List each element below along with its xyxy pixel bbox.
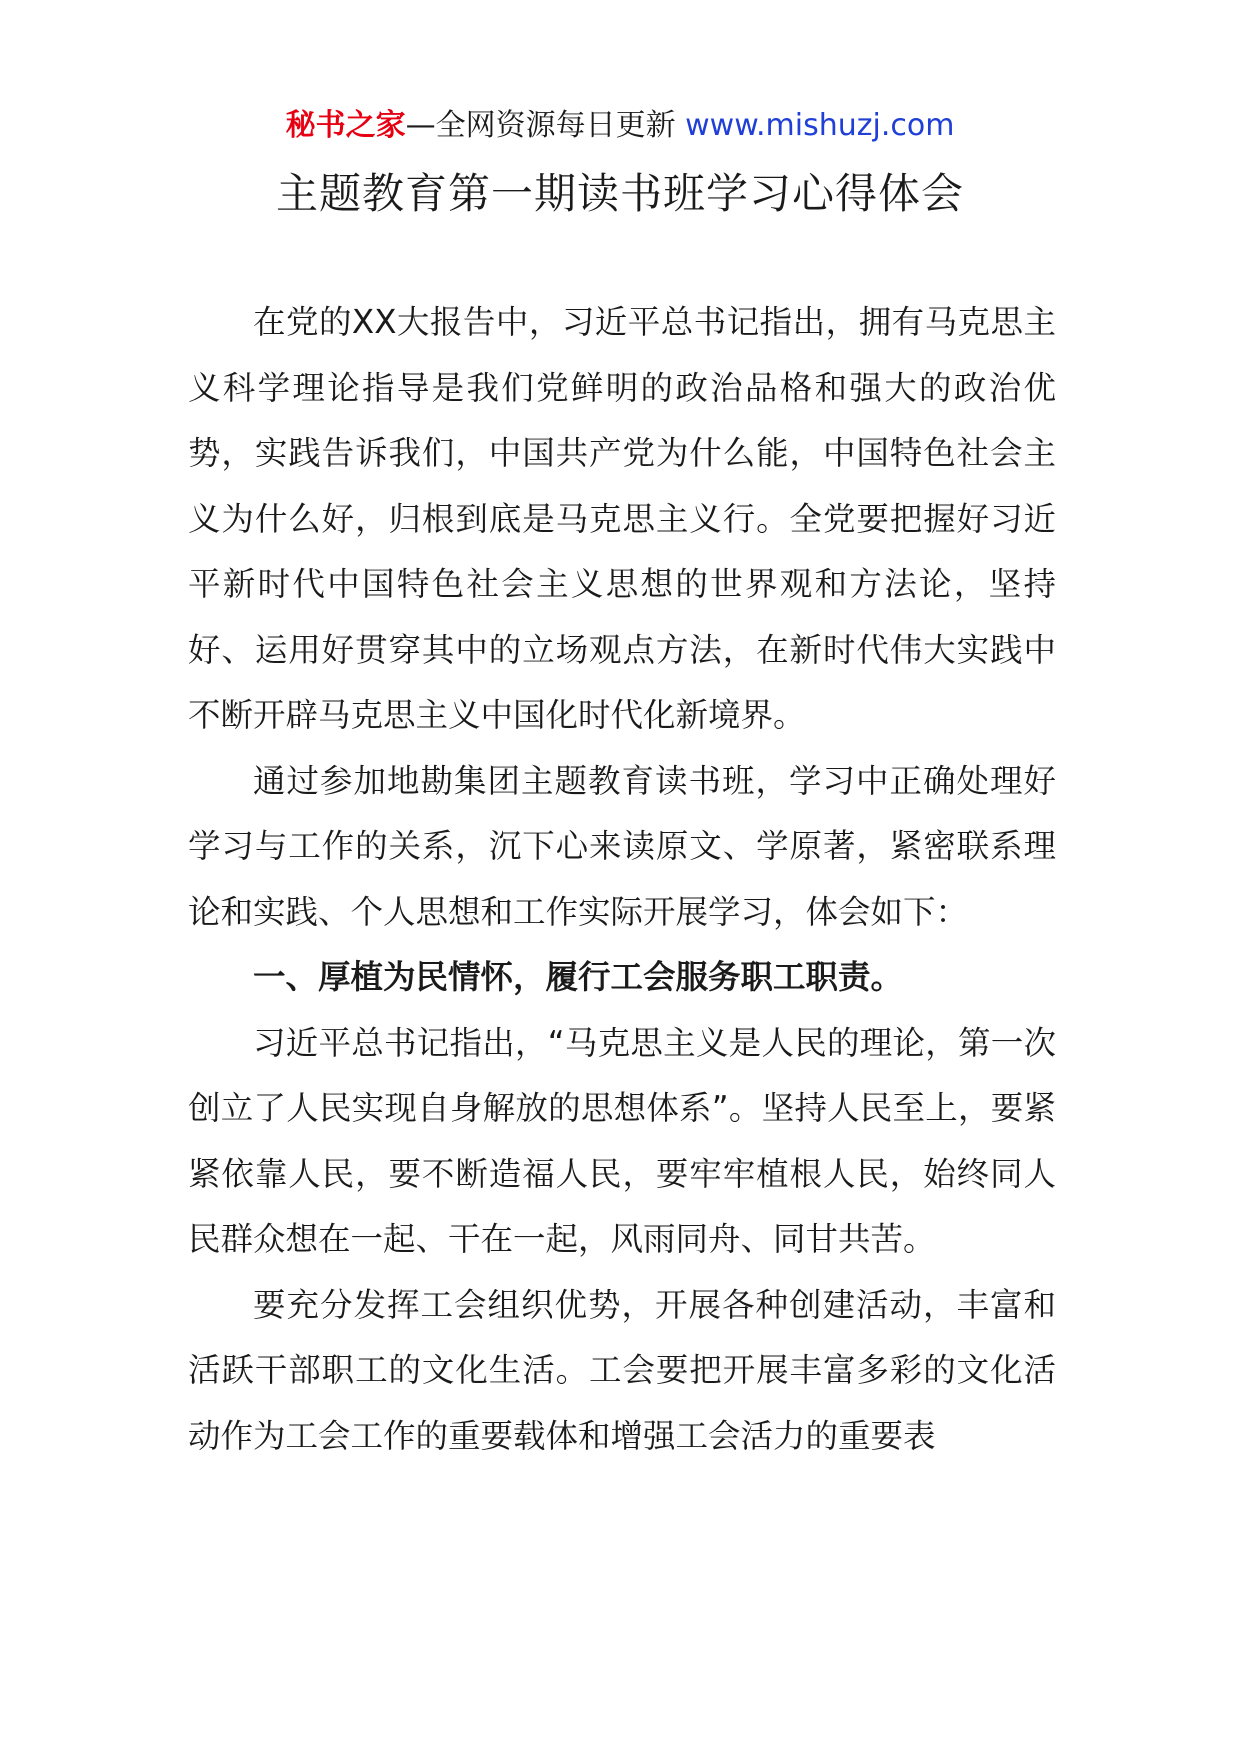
body-paragraph: 通过参加地勘集团主题教育读书班，学习中正确处理好学习与工作的关系，沉下心来读原文、学原著，紧密联系理论和实践、个人思想和工作实际开展学习，体会如下：	[188, 761, 1056, 931]
body-paragraph: 要充分发挥工会组织优势，开展各种创建活动，丰富和活跃干部职工的文化生活。工会要把开展丰富多彩的文化活动作为工会工作的重要载体和增强工会活力的重要表	[188, 1285, 1056, 1455]
brand-name: 秘书之家	[285, 108, 406, 143]
document-body	[188, 290, 1056, 1469]
header-tagline: —全网资源每日更新	[405, 108, 686, 143]
body-paragraph: 习近平总书记指出，“马克思主义是人民的理论，第一次创立了人民实现自身解放的思想体系”。坚持人民至上，要紧紧依靠人民，要不断造福人民，要牢牢植根人民，始终同人民群众想在一起、干在一起，风雨同舟、同甘共苦。	[188, 1023, 1056, 1258]
body-paragraph: 在党的XX大报告中，习近平总书记指出，拥有马克思主义科学理论指导是我们党鲜明的政治品格和强大的政治优势，实践告诉我们，中国共产党为什么能，中国特色社会主义为什么好，归根到底是马克思主义行。全党要把握好习近平新时代中国特色社会主义思想的世界观和方法论，坚持好、运用好贯穿其中的立场观点方法，在新时代伟大实践中不断开辟马克思主义中国化时代化新境界。	[188, 303, 1056, 734]
site-header-banner	[0, 104, 1240, 148]
site-url-link[interactable]: www.mishuzj.com	[685, 108, 955, 143]
section-heading: 一、厚植为民情怀，履行工会服务职工职责。	[253, 958, 904, 996]
document-title: 主题教育第一期读书班学习心得体会	[275, 169, 964, 218]
